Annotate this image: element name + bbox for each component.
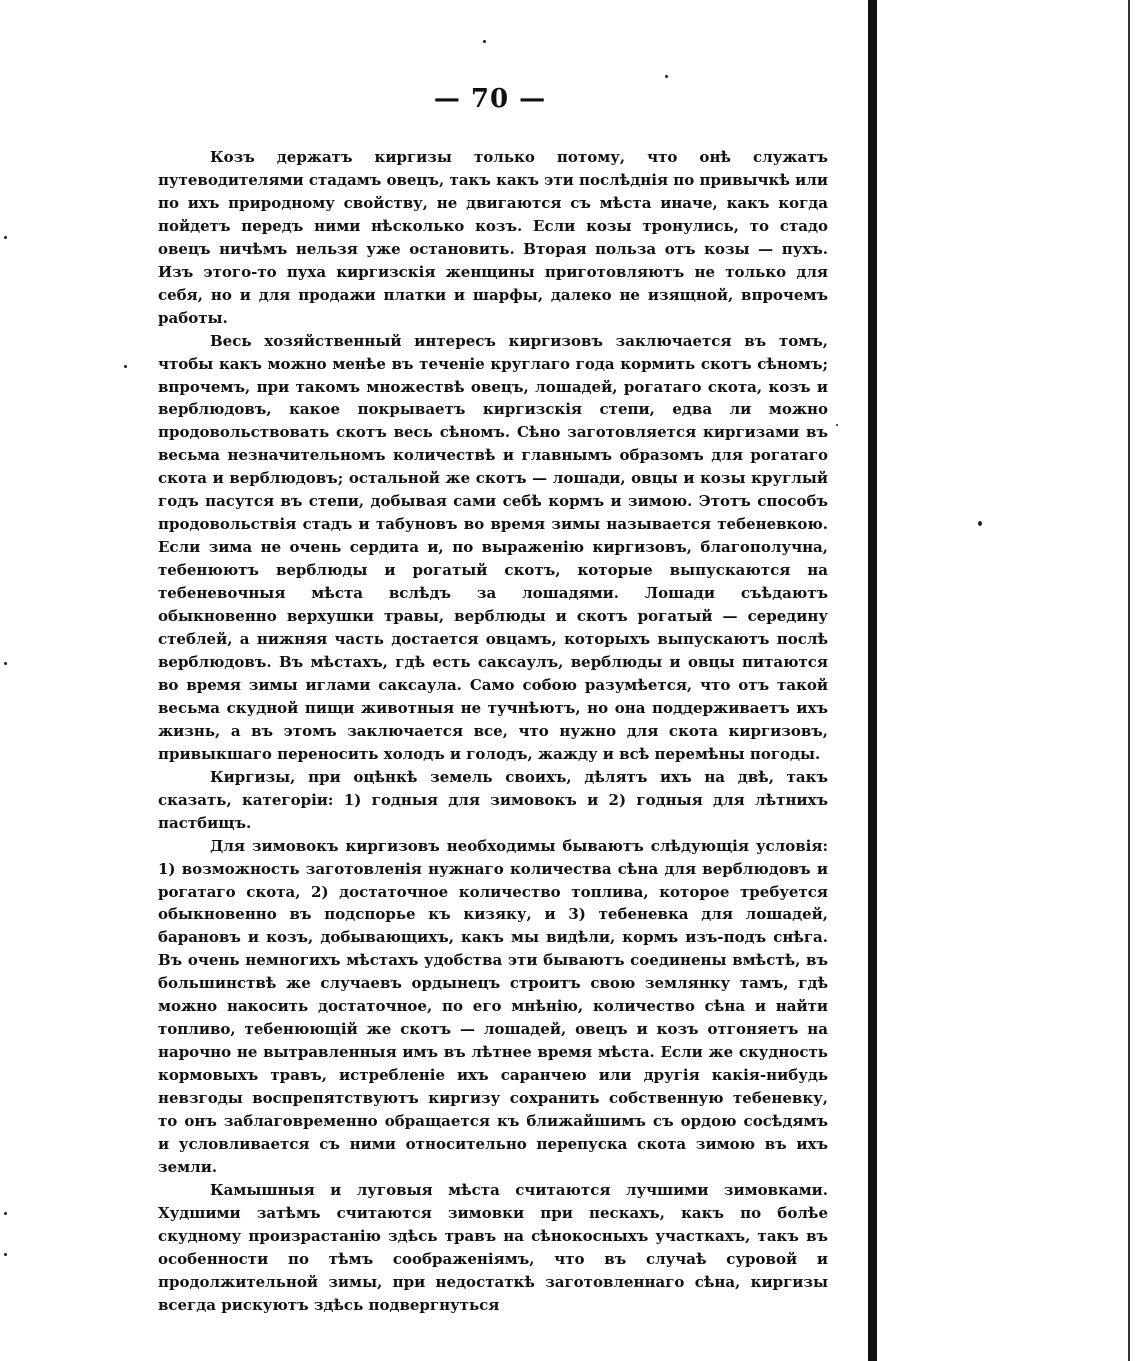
- scan-speck: [978, 521, 982, 526]
- paragraph-goats: Козъ держатъ киргизы только потому, что онѣ служатъ путеводителями стадамъ овецъ, такъ какъ эти послѣднія по привычкѣ или по ихъ природному свойству, не двигаются съ мѣста иначе, какъ когда пойдетъ передъ ними нѣсколько козъ. Если козы тронулись, то стадо овецъ ничѣмъ нельзя уже остановить. Вторая польза отъ козы — пухъ. Изъ этого-то пуха киргизскія женщины приготовляютъ не только для себя, но и для продажи платки и шарфы, далеко не изящной, впрочемъ работы.: [158, 148, 828, 327]
- scan-speck: [4, 1212, 7, 1215]
- scan-speck: [124, 365, 127, 368]
- page-edge-line: [1128, 0, 1130, 1361]
- paragraph-wintering-conditions: Для зимовокъ киргизовъ необходимы бываютъ слѣдующія условія: 1) возможность заготовленія нужнаго количества сѣна для верблюдовъ и рогатаго скота, 2) достаточное количество топлива, которое требуется обыкновенно въ подспорье къ кизяку, и 3) тебеневка для лошадей, барановъ и козъ, добывающихъ, какъ мы видѣли, кормъ изъ-подъ снѣга. Въ очень немногихъ мѣстахъ удобства эти бываютъ соединены вмѣстѣ, въ большинствѣ же случаевъ ордынецъ строитъ свою землянку тамъ, гдѣ можно накосить достаточное, по его мнѣнію, количество сѣна и найти топливо, тебенюющій же скотъ — лошадей, овецъ и козъ отгоняетъ на нарочно не вытравленныя имъ въ лѣтнее время мѣста. Если же скудность кормовыхъ травъ, истребленіе ихъ саранчею или другія какія-нибудь невзгоды воспрепятствуютъ киргизу сохранить собственную тебеневку, то онъ заблаговременно обращается къ ближайшимъ съ ордою сосѣдямъ и условливается съ ними относительно перепуска скота зимою въ ихъ земли.: [158, 836, 828, 1176]
- scan-speck: [4, 236, 7, 239]
- binding-edge-shadow: [868, 0, 877, 1361]
- page-number: — 70 —: [433, 84, 547, 114]
- scan-speck: [665, 75, 668, 78]
- scan-speck: [836, 424, 838, 426]
- scan-speck: [483, 40, 486, 43]
- paragraph-land-categories: Киргизы, при оцѣнкѣ земель своихъ, дѣлятъ ихъ на двѣ, такъ сказать, категоріи: 1) годныя для зимовокъ и 2) годныя для лѣтнихъ пастбищъ.: [158, 767, 828, 832]
- paragraph-reed-meadow-wintering: Камышныя и луговыя мѣста считаются лучшими зимовками. Худшими затѣмъ считаются зимовки при пескахъ, какъ по болѣе скудному произрастанію здѣсь травъ на сѣнокосныхъ участкахъ, такъ въ особенности по тѣмъ соображеніямъ, что въ случаѣ суровой и продолжительной зимы, при недостаткѣ заготовленнаго сѣна, киргизы всегда рискуютъ здѣсь подвергнуться: [158, 1180, 828, 1314]
- scan-speck: [4, 662, 7, 665]
- paragraph-winter-grazing: Весь хозяйственный интересъ киргизовъ заключается въ томъ, чтобы какъ можно менѣе въ теченіе круглаго года кормить скотъ сѣномъ; впрочемъ, при такомъ множествѣ овецъ, лошадей, рогатаго скота, козъ и верблюдовъ, какое покрываетъ киргизскія степи, едва ли можно продовольствовать скотъ весь сѣномъ. Сѣно заготовляется киргизами въ весьма незначительномъ количествѣ и главнымъ образомъ для рогатаго скота и верблюдовъ; остальной же скотъ — лошади, овцы и козы круглый годъ пасутся въ степи, добывая сами себѣ кормъ и зимою. Этотъ способъ продовольствія стадъ и табуновъ во время зимы называется тебеневкою. Если зима не очень сердита и, по выраженію киргизовъ, благополучна, тебенюютъ верблюды и рогатый скотъ, которые выпускаются на тебеневочныя мѣста вслѣдъ за лошадями. Лошади съѣдаютъ обыкновенно верхушки травы, верблюды и скотъ рогатый — середину стеблей, а нижняя часть достается овцамъ, которыхъ выпускаютъ послѣ верблюдовъ. Въ мѣстахъ, гдѣ есть саксаулъ, верблюды и овцы питаются во время зимы иглами саксаула. Само собою разумѣется, что отъ такой весьма скудной пищи животныя не тучнѣютъ, но она поддерживаетъ ихъ жизнь, а въ этомъ заключается все, что нужно для скота киргизовъ, привыкшаго переносить холодъ и голодъ, жажду и всѣ перемѣны погоды.: [158, 331, 828, 763]
- body-text: [158, 146, 828, 1317]
- scan-speck: [4, 1253, 7, 1256]
